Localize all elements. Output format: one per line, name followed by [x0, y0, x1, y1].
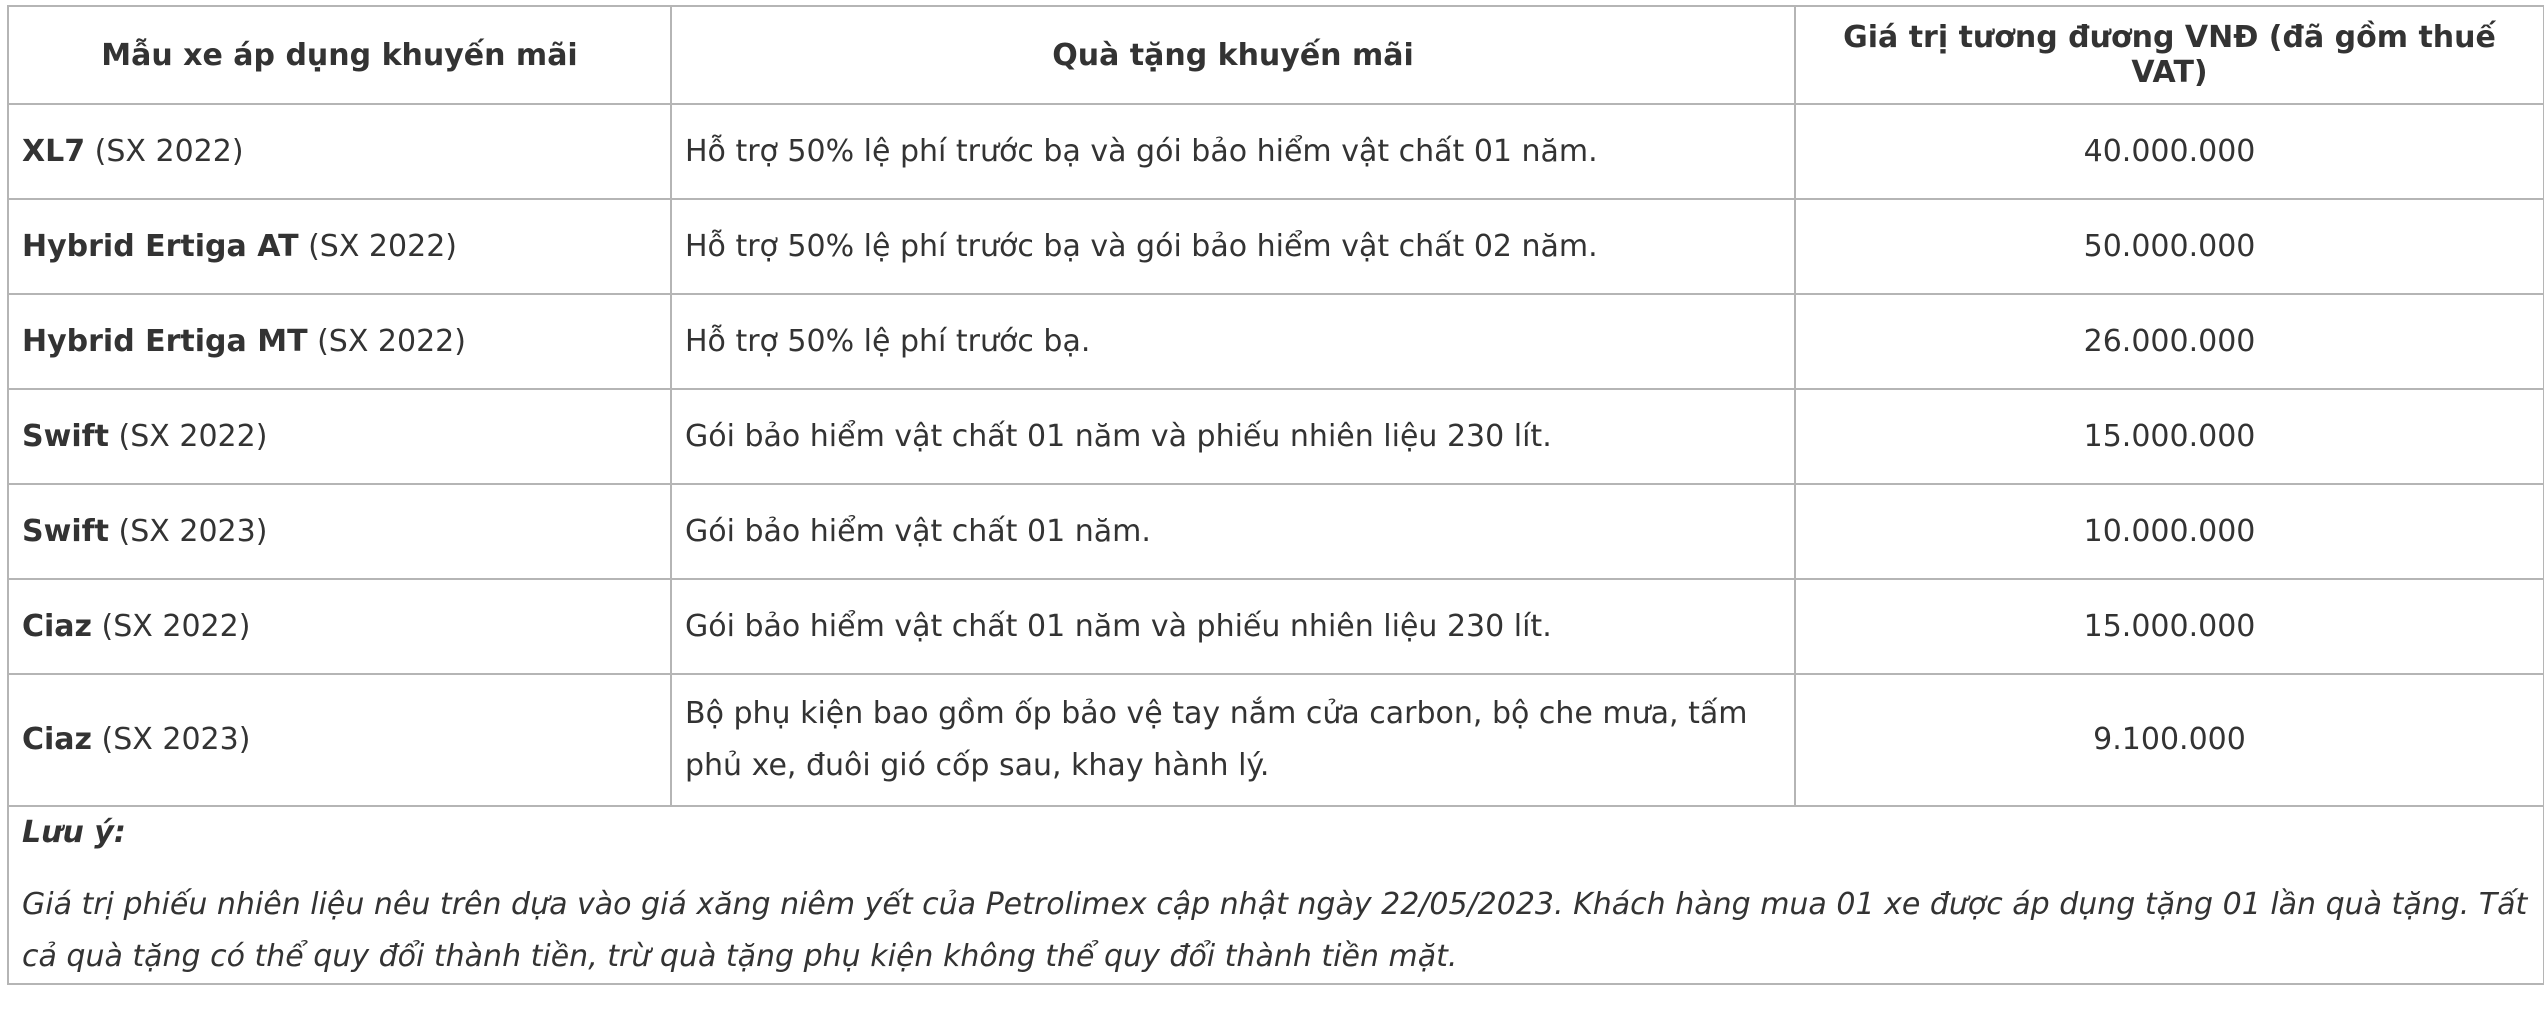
- gift-cell: Gói bảo hiểm vật chất 01 năm và phiếu nhiên liệu 230 lít.: [671, 389, 1795, 484]
- table-row: [8, 579, 2544, 674]
- model-name: Swift: [22, 513, 109, 549]
- model-cell: [8, 484, 671, 579]
- gift-cell: Hỗ trợ 50% lệ phí trước bạ.: [671, 294, 1795, 389]
- header-model: Mẫu xe áp dụng khuyến mãi: [8, 6, 671, 104]
- note-body: Giá trị phiếu nhiên liệu nêu trên dựa vào giá xăng niêm yết của Petrolimex cập nhật ngày 22/05/2023. Khách hàng mua 01 xe được áp dụng tặng 01 lần quà tặng. Tất cả quà tặng có thể quy đổi thành tiền, trừ quà tặng phụ kiện không thể quy đổi thành tiền mặt.: [22, 887, 2528, 974]
- value-cell: 50.000.000: [1795, 199, 2544, 294]
- gift-cell: Gói bảo hiểm vật chất 01 năm và phiếu nhiên liệu 230 lít.: [671, 579, 1795, 674]
- model-year: (SX 2023): [109, 513, 268, 549]
- gift-cell: Bộ phụ kiện bao gồm ốp bảo vệ tay nắm cửa carbon, bộ che mưa, tấm phủ xe, đuôi gió cốp sau, khay hành lý.: [671, 674, 1795, 806]
- table-row: [8, 199, 2544, 294]
- table-row: [8, 294, 2544, 389]
- table-row: [8, 389, 2544, 484]
- promotion-table: [7, 5, 2544, 985]
- note-row: [8, 806, 2544, 984]
- value-cell: 10.000.000: [1795, 484, 2544, 579]
- note-title: Lưu ý:: [22, 815, 126, 850]
- model-name: Ciaz: [22, 722, 93, 757]
- header-gift: Quà tặng khuyến mãi: [671, 6, 1795, 104]
- model-name: Hybrid Ertiga MT: [22, 323, 308, 359]
- model-year: (SX 2022): [109, 418, 268, 454]
- value-cell: 40.000.000: [1795, 104, 2544, 199]
- value-cell: 15.000.000: [1795, 579, 2544, 674]
- model-year: (SX 2022): [307, 323, 466, 359]
- gift-cell: Hỗ trợ 50% lệ phí trước bạ và gói bảo hiểm vật chất 02 năm.: [671, 199, 1795, 294]
- gift-cell: Gói bảo hiểm vật chất 01 năm.: [671, 484, 1795, 579]
- table-row: [8, 104, 2544, 199]
- model-cell: [8, 579, 671, 674]
- note-cell: [8, 806, 2544, 984]
- model-year: (SX 2023): [92, 722, 251, 757]
- gift-cell: Hỗ trợ 50% lệ phí trước bạ và gói bảo hiểm vật chất 01 năm.: [671, 104, 1795, 199]
- model-name: Ciaz: [22, 608, 93, 644]
- model-cell: [8, 389, 671, 484]
- table-row: [8, 674, 2544, 806]
- model-cell: [8, 674, 671, 806]
- table-header-row: [8, 6, 2544, 104]
- model-name: Hybrid Ertiga AT: [22, 228, 299, 264]
- model-cell: [8, 104, 671, 199]
- value-cell: 15.000.000: [1795, 389, 2544, 484]
- value-cell: 26.000.000: [1795, 294, 2544, 389]
- model-cell: [8, 294, 671, 389]
- model-name: XL7: [22, 133, 86, 169]
- table-row: [8, 484, 2544, 579]
- model-year: (SX 2022): [92, 608, 251, 644]
- header-value: Giá trị tương đương VNĐ (đã gồm thuế VAT): [1795, 6, 2544, 104]
- model-name: Swift: [22, 418, 109, 454]
- model-cell: [8, 199, 671, 294]
- model-year: (SX 2022): [298, 228, 457, 264]
- value-cell: 9.100.000: [1795, 674, 2544, 806]
- model-year: (SX 2022): [85, 133, 244, 169]
